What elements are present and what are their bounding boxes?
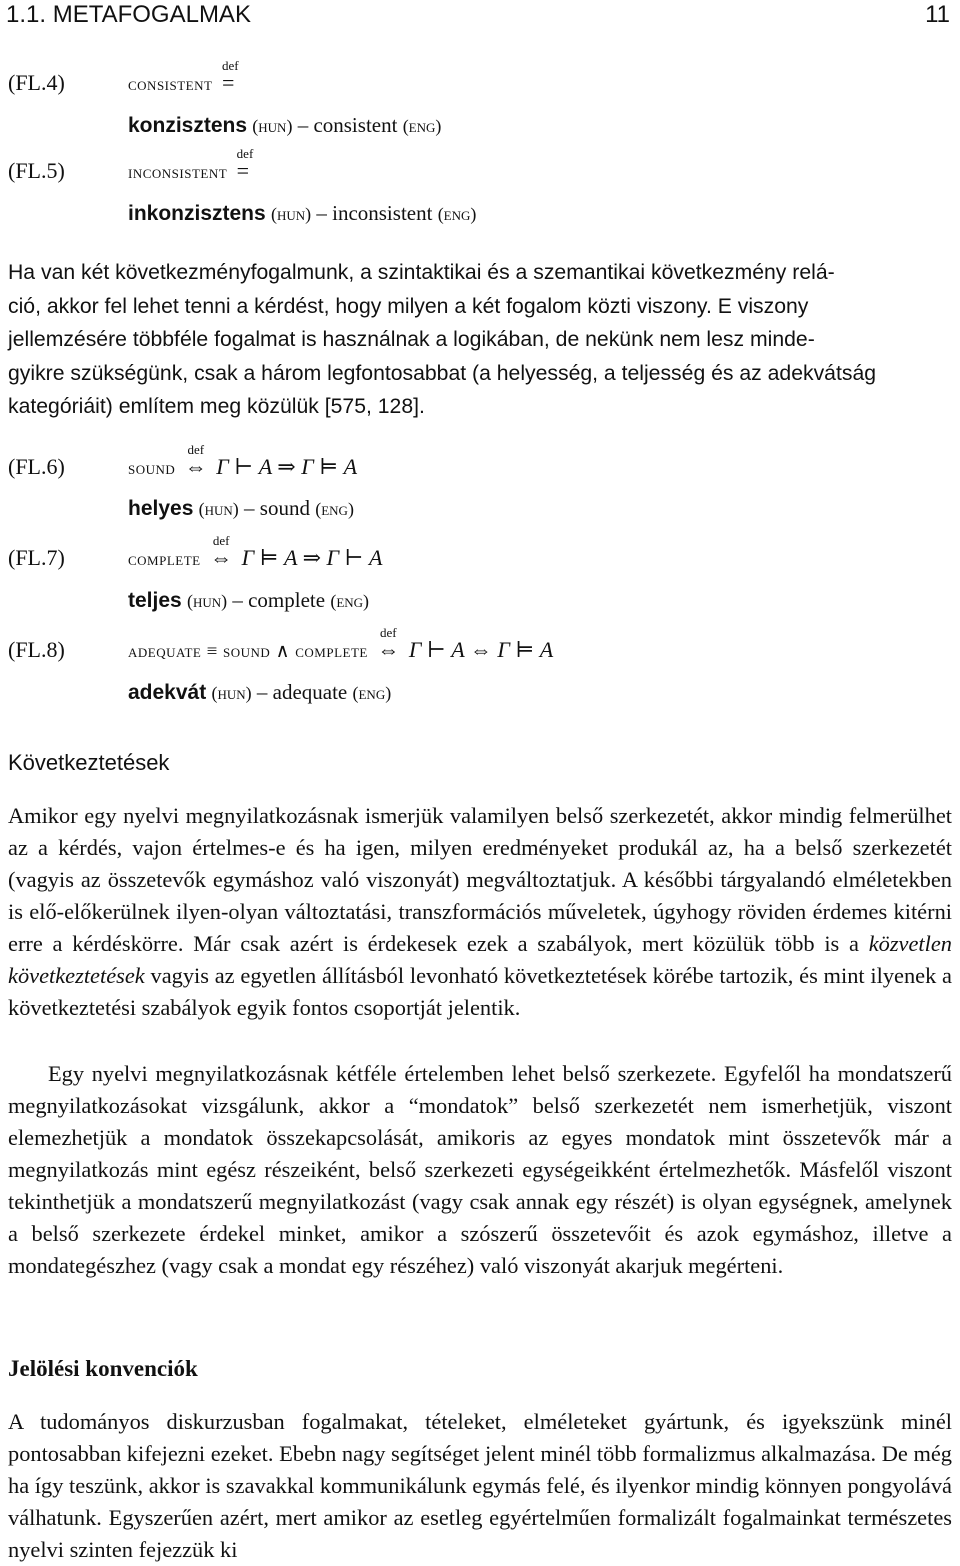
def-relation: [221, 58, 239, 96]
formula: Γ ⊢ A ⇒ Γ ⊨ A: [216, 454, 358, 479]
gloss-fl4: [128, 113, 441, 138]
section-heading-jelolesi-konvenciok: Jelölési konvenciók: [8, 1356, 198, 1381]
gloss-fl6: [128, 496, 354, 521]
defined-term: inconsistent: [128, 162, 228, 183]
gloss-dash: –: [316, 201, 327, 225]
def-label: def: [212, 533, 230, 548]
paragraph-text: Amikor egy nyelvi megnyilatkozásnak ismerjük valamilyen belső szerkezetét, akkor mindig felmerülhet az a kérdés, vajon értelmes-e és ha igen, milyen eredményeket produkál az, ha a belső szerkezetét (vagyis az összetevők egymáshoz való viszonyát) megváltoztatjuk. A későbbi tárgyalandó elméletekben is elő-előkerülnek ilyen-olyan változtatási, transzformációs műveletek, úgyhogy röviden érdemes kitérni erre a kérdéskörre. Már csak azért is érdekesek ezek a szabályok, mert közülük több is a: [8, 803, 952, 956]
def-relation: [184, 442, 207, 480]
relation-symbol: ⇔: [210, 545, 233, 570]
paragraph-belso-szerkezet: Egy nyelvi megnyilatkozásnak kétféle értelemben lehet belső szerkezete. Egyfelől ha mondatszerű megnyilatkozásokat vizsgálunk, akkor a “mondatok” belső szerkezetét nem ismerhetjük, viszont elemezhetjük a mondatok összekapcsolását, amikoris az egyes mondatok mint összetevők már a megnyilatkozás mint egész részeiként, belső szerkezeti egységeikként értelmezhetők. Másfelől viszont tekinthetjük a mondatszerű megnyilatkozást (vagy csak annak egy részét) is olyan egységnek, amelynek a belső szerkezete érdekel minket, amikor a szószerű összetevőit és azok egymáshoz, illetve a mondategészhez (vagy csak a mondat egy részéhez) való viszonyát akarjuk megérteni.: [8, 1061, 952, 1278]
hungarian-term: teljes: [128, 589, 182, 612]
formula: Γ ⊢ A ⇔ Γ ⊨ A: [408, 637, 554, 662]
relation-symbol: =: [221, 70, 235, 95]
paragraph-line: kategóriáit) említem meg közülük [575, 128].: [8, 395, 425, 418]
def-relation: [236, 146, 254, 184]
paragraph-intro: [8, 256, 950, 424]
english-term: inconsistent: [332, 201, 433, 225]
paragraph-line: Ha van két következményfogalmunk, a szintaktikai és a szemantikai következmény relá-: [8, 261, 835, 284]
def-label: def: [221, 58, 239, 73]
running-head: [6, 0, 950, 30]
english-tag: (eng): [352, 683, 392, 703]
paragraph-line: jellemzésére többféle fogalmat is használnak a logikában, de nekünk nem lesz minde-: [8, 328, 815, 351]
def-label: def: [380, 625, 397, 640]
definition-line: [128, 533, 383, 571]
hungarian-term: helyes: [128, 497, 194, 520]
english-tag: (eng): [315, 499, 354, 519]
gloss-fl5: [128, 201, 476, 226]
hungarian-tag: (hun): [252, 116, 293, 136]
defined-term: adequate ≡ sound ∧ complete: [128, 641, 368, 662]
section-title: 1.1. METAFOGALMAK: [6, 1, 251, 28]
hungarian-tag: (hun): [211, 683, 252, 703]
gloss-dash: –: [297, 113, 309, 137]
def-relation: [377, 625, 400, 663]
english-term: adequate: [272, 680, 348, 704]
definition-number: (FL.6): [8, 454, 65, 479]
hungarian-tag: (hun): [186, 591, 228, 611]
english-tag: (eng): [330, 591, 370, 611]
hungarian-term: inkonzisztens: [128, 202, 266, 225]
def-label: def: [187, 442, 205, 457]
defined-term: complete: [128, 549, 201, 570]
hungarian-term: konzisztens: [128, 114, 248, 137]
definition-line: [128, 442, 358, 480]
gloss-dash: –: [256, 680, 268, 704]
emphasized-term: közvetlen következtetések: [8, 931, 952, 988]
paragraph-kovetkeztetesek: [8, 800, 952, 1024]
gloss-dash: –: [232, 588, 243, 612]
relation-symbol: ⇔: [184, 454, 207, 479]
definition-line: [128, 625, 554, 663]
relation-symbol: ⇔: [377, 637, 400, 662]
def-relation: [210, 533, 233, 571]
formula: Γ ⊨ A ⇒ Γ ⊢ A: [241, 545, 383, 570]
page-number: 11: [925, 1, 950, 28]
gloss-fl8: [128, 680, 391, 705]
defined-term: consistent: [128, 74, 213, 95]
paragraph-text: vagyis az egyetlen állításból levonható következtetések körébe tartozik, és mint ilyenek a következtetési szabályok egyik fontos csoportját jelentik.: [8, 963, 952, 1020]
paragraph-line: gyikre szükségünk, csak a három legfontosabbat (a helyesség, a teljesség és az adekvátság: [8, 361, 877, 385]
defined-term: sound: [128, 458, 176, 479]
definition-number: (FL.4): [8, 70, 65, 95]
gloss-dash: –: [244, 496, 255, 520]
english-term: sound: [259, 496, 310, 520]
definition-number: (FL.5): [8, 158, 65, 183]
hungarian-tag: (hun): [198, 499, 239, 519]
def-label: def: [236, 146, 254, 161]
gloss-fl7: [128, 588, 369, 613]
definition-line: [128, 146, 254, 184]
paragraph-jelolesi-konvenciok: A tudományos diskurzusban fogalmakat, tételeket, elméleteket gyártunk, és igyekszünk minél pontosabban kifejezni ezeket. Ebebn nagy segítséget jelent minél több formalizmus alkalmazása. De még ha így teszünk, akkor is szavakkal kommunikálunk egymás felé, és ilyenkor mindig könnyen pongyolává válhatunk. Egyszerűen azért, mert amikor az esetleg egyértelműen formalizált fogalmainkat természetes nyelvi szinten fejezzük ki: [8, 1409, 952, 1562]
section-heading-kovetkeztetesek: Következtetések: [8, 750, 170, 775]
english-tag: (eng): [402, 116, 442, 136]
hungarian-term: adekvát: [128, 681, 207, 704]
hungarian-tag: (hun): [270, 204, 312, 224]
relation-symbol: =: [236, 158, 250, 183]
definition-line: [128, 58, 239, 96]
english-term: consistent: [313, 113, 398, 137]
english-tag: (eng): [437, 204, 477, 224]
english-term: complete: [248, 588, 326, 612]
definition-number: (FL.7): [8, 545, 65, 570]
paragraph-line: ció, akkor fel lehet tenni a kérdést, hogy milyen a két fogalom közti viszony. E viszony: [8, 294, 809, 318]
definition-number: (FL.8): [8, 637, 65, 662]
